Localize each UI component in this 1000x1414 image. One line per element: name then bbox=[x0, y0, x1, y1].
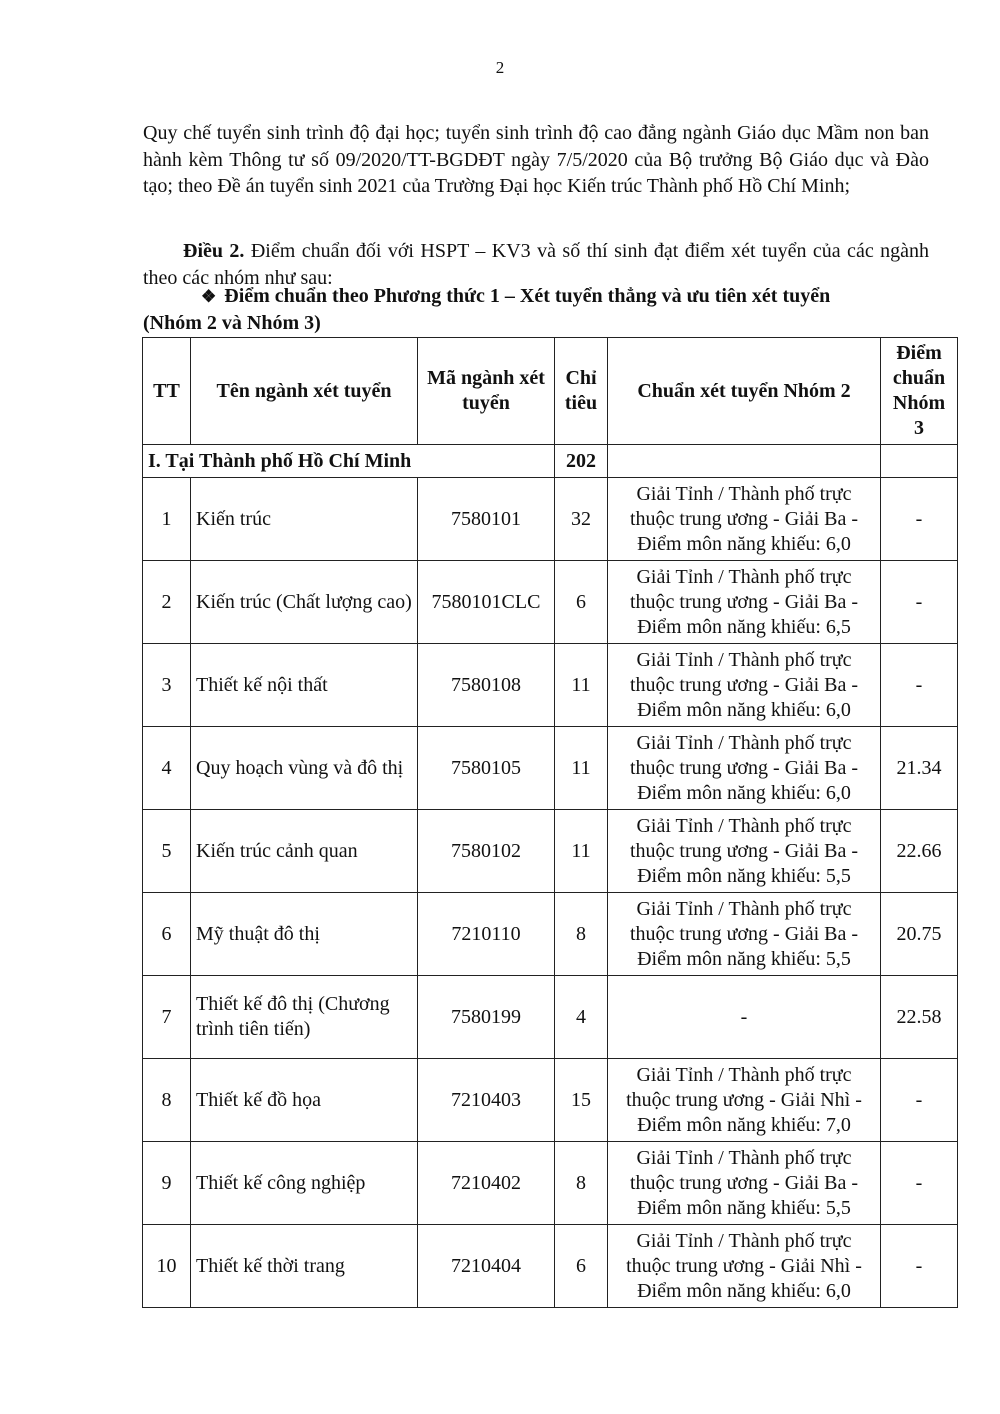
cell-group2: Giải Tỉnh / Thành phố trực thuộc trung ương - Giải Nhì - Điểm môn năng khiếu: 7,0 bbox=[608, 1059, 881, 1142]
section-quota: 202 bbox=[555, 445, 608, 478]
cell-group2: Giải Tỉnh / Thành phố trực thuộc trung ương - Giải Ba - Điểm môn năng khiếu: 5,5 bbox=[608, 1142, 881, 1225]
cell-tt: 3 bbox=[143, 644, 191, 727]
cell-group3: 22.66 bbox=[881, 810, 958, 893]
table-row bbox=[143, 810, 958, 893]
cell-code: 7210402 bbox=[418, 1142, 555, 1225]
section-empty-cell bbox=[881, 445, 958, 478]
table-row bbox=[143, 893, 958, 976]
diamond-bullet-icon: ❖ bbox=[201, 287, 217, 306]
header-code: Mã ngành xét tuyển bbox=[418, 338, 555, 445]
cell-tt: 5 bbox=[143, 810, 191, 893]
cell-group3: - bbox=[881, 1059, 958, 1142]
table-row bbox=[143, 644, 958, 727]
cell-tt: 8 bbox=[143, 1059, 191, 1142]
cell-group2: Giải Tỉnh / Thành phố trực thuộc trung ương - Giải Ba - Điểm môn năng khiếu: 6,0 bbox=[608, 644, 881, 727]
cell-code: 7580108 bbox=[418, 644, 555, 727]
section-heading-line-2: (Nhóm 2 và Nhóm 3) bbox=[143, 312, 321, 334]
table-row bbox=[143, 1142, 958, 1225]
cell-group2: Giải Tỉnh / Thành phố trực thuộc trung ương - Giải Nhì - Điểm môn năng khiếu: 6,0 bbox=[608, 1225, 881, 1308]
cell-name: Thiết kế nội thất bbox=[191, 644, 418, 727]
cell-quota: 11 bbox=[555, 644, 608, 727]
header-quota: Chỉ tiêu bbox=[555, 338, 608, 445]
cell-group2: Giải Tỉnh / Thành phố trực thuộc trung ương - Giải Ba - Điểm môn năng khiếu: 6,0 bbox=[608, 727, 881, 810]
cell-name: Kiến trúc cảnh quan bbox=[191, 810, 418, 893]
cell-quota: 6 bbox=[555, 561, 608, 644]
admission-score-table bbox=[142, 337, 958, 1308]
cell-quota: 8 bbox=[555, 893, 608, 976]
cell-quota: 6 bbox=[555, 1225, 608, 1308]
cell-group2: - bbox=[608, 976, 881, 1059]
cell-tt: 2 bbox=[143, 561, 191, 644]
section-label: I. Tại Thành phố Hồ Chí Minh bbox=[143, 445, 555, 478]
cell-quota: 32 bbox=[555, 478, 608, 561]
cell-group3: 22.58 bbox=[881, 976, 958, 1059]
cell-tt: 1 bbox=[143, 478, 191, 561]
cell-tt: 6 bbox=[143, 893, 191, 976]
cell-group3: 20.75 bbox=[881, 893, 958, 976]
table-row bbox=[143, 478, 958, 561]
cell-quota: 11 bbox=[555, 810, 608, 893]
cell-code: 7580199 bbox=[418, 976, 555, 1059]
table-row bbox=[143, 976, 958, 1059]
cell-name: Kiến trúc (Chất lượng cao) bbox=[191, 561, 418, 644]
page-number: 2 bbox=[495, 58, 505, 77]
cell-code: 7580101 bbox=[418, 478, 555, 561]
header-group2: Chuẩn xét tuyển Nhóm 2 bbox=[608, 338, 881, 445]
cell-name: Mỹ thuật đô thị bbox=[191, 893, 418, 976]
cell-quota: 11 bbox=[555, 727, 608, 810]
cell-group3: - bbox=[881, 561, 958, 644]
cell-group3: - bbox=[881, 478, 958, 561]
cell-name: Quy hoạch vùng và đô thị bbox=[191, 727, 418, 810]
cell-group3: - bbox=[881, 1142, 958, 1225]
section-empty-cell bbox=[608, 445, 881, 478]
cell-group2: Giải Tỉnh / Thành phố trực thuộc trung ương - Giải Ba - Điểm môn năng khiếu: 6,5 bbox=[608, 561, 881, 644]
section-row bbox=[143, 445, 958, 478]
table-row bbox=[143, 1059, 958, 1142]
cell-group2: Giải Tỉnh / Thành phố trực thuộc trung ương - Giải Ba - Điểm môn năng khiếu: 5,5 bbox=[608, 810, 881, 893]
cell-group2: Giải Tỉnh / Thành phố trực thuộc trung ương - Giải Ba - Điểm môn năng khiếu: 5,5 bbox=[608, 893, 881, 976]
header-tt: TT bbox=[143, 338, 191, 445]
article-2-label: Điều 2. bbox=[183, 240, 245, 262]
cell-name: Thiết kế đô thị (Chương trình tiên tiến) bbox=[191, 976, 418, 1059]
cell-quota: 15 bbox=[555, 1059, 608, 1142]
cell-tt: 10 bbox=[143, 1225, 191, 1308]
cell-tt: 9 bbox=[143, 1142, 191, 1225]
cell-code: 7580101CLC bbox=[418, 561, 555, 644]
table-header-row bbox=[143, 338, 958, 445]
cell-code: 7210403 bbox=[418, 1059, 555, 1142]
cell-tt: 7 bbox=[143, 976, 191, 1059]
cell-name: Kiến trúc bbox=[191, 478, 418, 561]
header-name: Tên ngành xét tuyển bbox=[191, 338, 418, 445]
cell-group3: - bbox=[881, 1225, 958, 1308]
cell-code: 7580105 bbox=[418, 727, 555, 810]
table-row bbox=[143, 727, 958, 810]
article-2-text: Điểm chuẩn đối với HSPT – KV3 và số thí sinh đạt điểm xét tuyển của các ngành theo các nhóm như sau: bbox=[143, 240, 929, 289]
cell-name: Thiết kế đồ họa bbox=[191, 1059, 418, 1142]
cell-group2: Giải Tỉnh / Thành phố trực thuộc trung ương - Giải Ba - Điểm môn năng khiếu: 6,0 bbox=[608, 478, 881, 561]
table-row bbox=[143, 1225, 958, 1308]
cell-group3: - bbox=[881, 644, 958, 727]
cell-group3: 21.34 bbox=[881, 727, 958, 810]
cell-name: Thiết kế thời trang bbox=[191, 1225, 418, 1308]
header-group3: Điểm chuẩn Nhóm 3 bbox=[881, 338, 958, 445]
cell-name: Thiết kế công nghiệp bbox=[191, 1142, 418, 1225]
section-heading bbox=[143, 283, 929, 337]
section-heading-line-1: Điểm chuẩn theo Phương thức 1 – Xét tuyển thẳng và ưu tiên xét tuyển bbox=[224, 285, 831, 307]
cell-quota: 8 bbox=[555, 1142, 608, 1225]
intro-paragraph: Quy chế tuyển sinh trình độ đại học; tuyển sinh trình độ cao đẳng ngành Giáo dục Mầm non ban hành kèm Thông tư số 09/2020/TT-BGDĐT ngày 7/5/2020 của Bộ trưởng Bộ Giáo dục và Đào tạo; theo Đề án tuyển sinh 2021 của Trường Đại học Kiến trúc Thành phố Hồ Chí Minh; bbox=[143, 122, 929, 197]
cell-code: 7210110 bbox=[418, 893, 555, 976]
cell-code: 7210404 bbox=[418, 1225, 555, 1308]
cell-code: 7580102 bbox=[418, 810, 555, 893]
table-row bbox=[143, 561, 958, 644]
cell-quota: 4 bbox=[555, 976, 608, 1059]
cell-tt: 4 bbox=[143, 727, 191, 810]
